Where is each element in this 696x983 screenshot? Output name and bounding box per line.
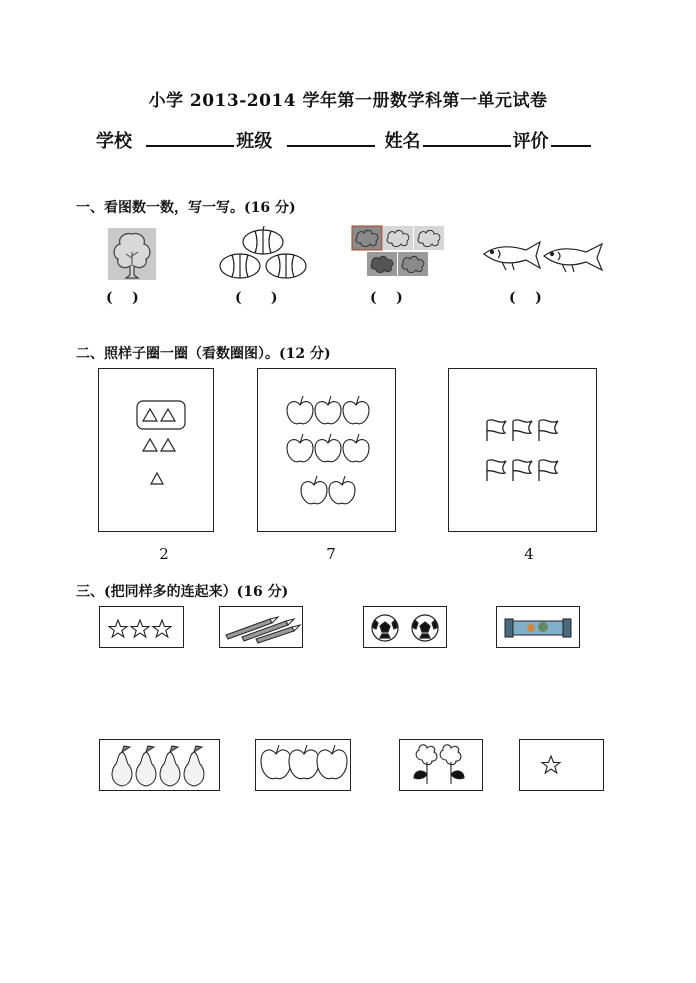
student-info-line (96, 127, 593, 153)
page-title: 小学 2013-2014 学年第一册数学科第一单元试卷 (148, 91, 548, 111)
star-icon (100, 607, 185, 649)
single-star-box[interactable] (519, 739, 604, 791)
triangles-figure (99, 369, 215, 533)
pencil-icon (220, 607, 304, 649)
answer-paren-2[interactable]: ( ) (235, 290, 278, 306)
grade-blank[interactable] (551, 131, 591, 147)
kaleidoscope-icon (497, 607, 581, 649)
fish-picture (482, 236, 610, 276)
stars-box[interactable] (99, 606, 184, 648)
apples-row-box[interactable] (255, 739, 351, 791)
answer-paren-4[interactable]: ( ) (509, 290, 542, 306)
flag-icon (449, 369, 598, 533)
cloud-icon (352, 226, 444, 278)
pear-icon (100, 740, 221, 792)
grade-label: 评价 (512, 131, 549, 152)
count-number-2: 7 (326, 545, 336, 563)
section-2-heading: 二、照样子圈一圈（看数圈图）。(12 分) (76, 346, 331, 362)
clouds-picture (352, 226, 444, 278)
name-label: 姓名 (384, 131, 421, 152)
school-label: 学校 (96, 131, 132, 152)
section-1-heading: 一、看图数一数，写一写。(16 分) (76, 200, 296, 216)
answer-paren-3[interactable]: ( ) (370, 290, 403, 306)
class-label: 班级 (236, 131, 273, 152)
triangles-box (98, 368, 214, 532)
count-number-3: 4 (524, 545, 534, 563)
section-3-heading: 三、(把同样多的连起来）(16 分) (76, 584, 289, 600)
soccer-ball-icon (364, 607, 448, 649)
class-blank[interactable] (287, 131, 375, 147)
example-circle (137, 401, 185, 429)
apple-icon (256, 740, 352, 792)
apples-box (257, 368, 396, 532)
tree-picture (108, 228, 156, 280)
school-blank[interactable] (146, 131, 234, 147)
tree-icon (108, 228, 156, 280)
pencils-box[interactable] (219, 606, 303, 648)
pumpkins-picture (218, 226, 308, 278)
apple-icon (258, 369, 397, 533)
flags-box (448, 368, 597, 532)
count-number-1: 2 (159, 545, 169, 563)
flower-icon (400, 740, 484, 792)
answer-paren-1[interactable]: ( ) (106, 290, 139, 306)
name-blank[interactable] (423, 131, 511, 147)
kaleidoscope-box[interactable] (496, 606, 580, 648)
triangle-icon (143, 409, 175, 484)
star-icon (520, 740, 605, 792)
flowers-box[interactable] (399, 739, 483, 791)
soccer-balls-box[interactable] (363, 606, 447, 648)
pumpkin-icon (218, 226, 308, 278)
pears-box[interactable] (99, 739, 220, 791)
fish-icon (482, 236, 610, 276)
